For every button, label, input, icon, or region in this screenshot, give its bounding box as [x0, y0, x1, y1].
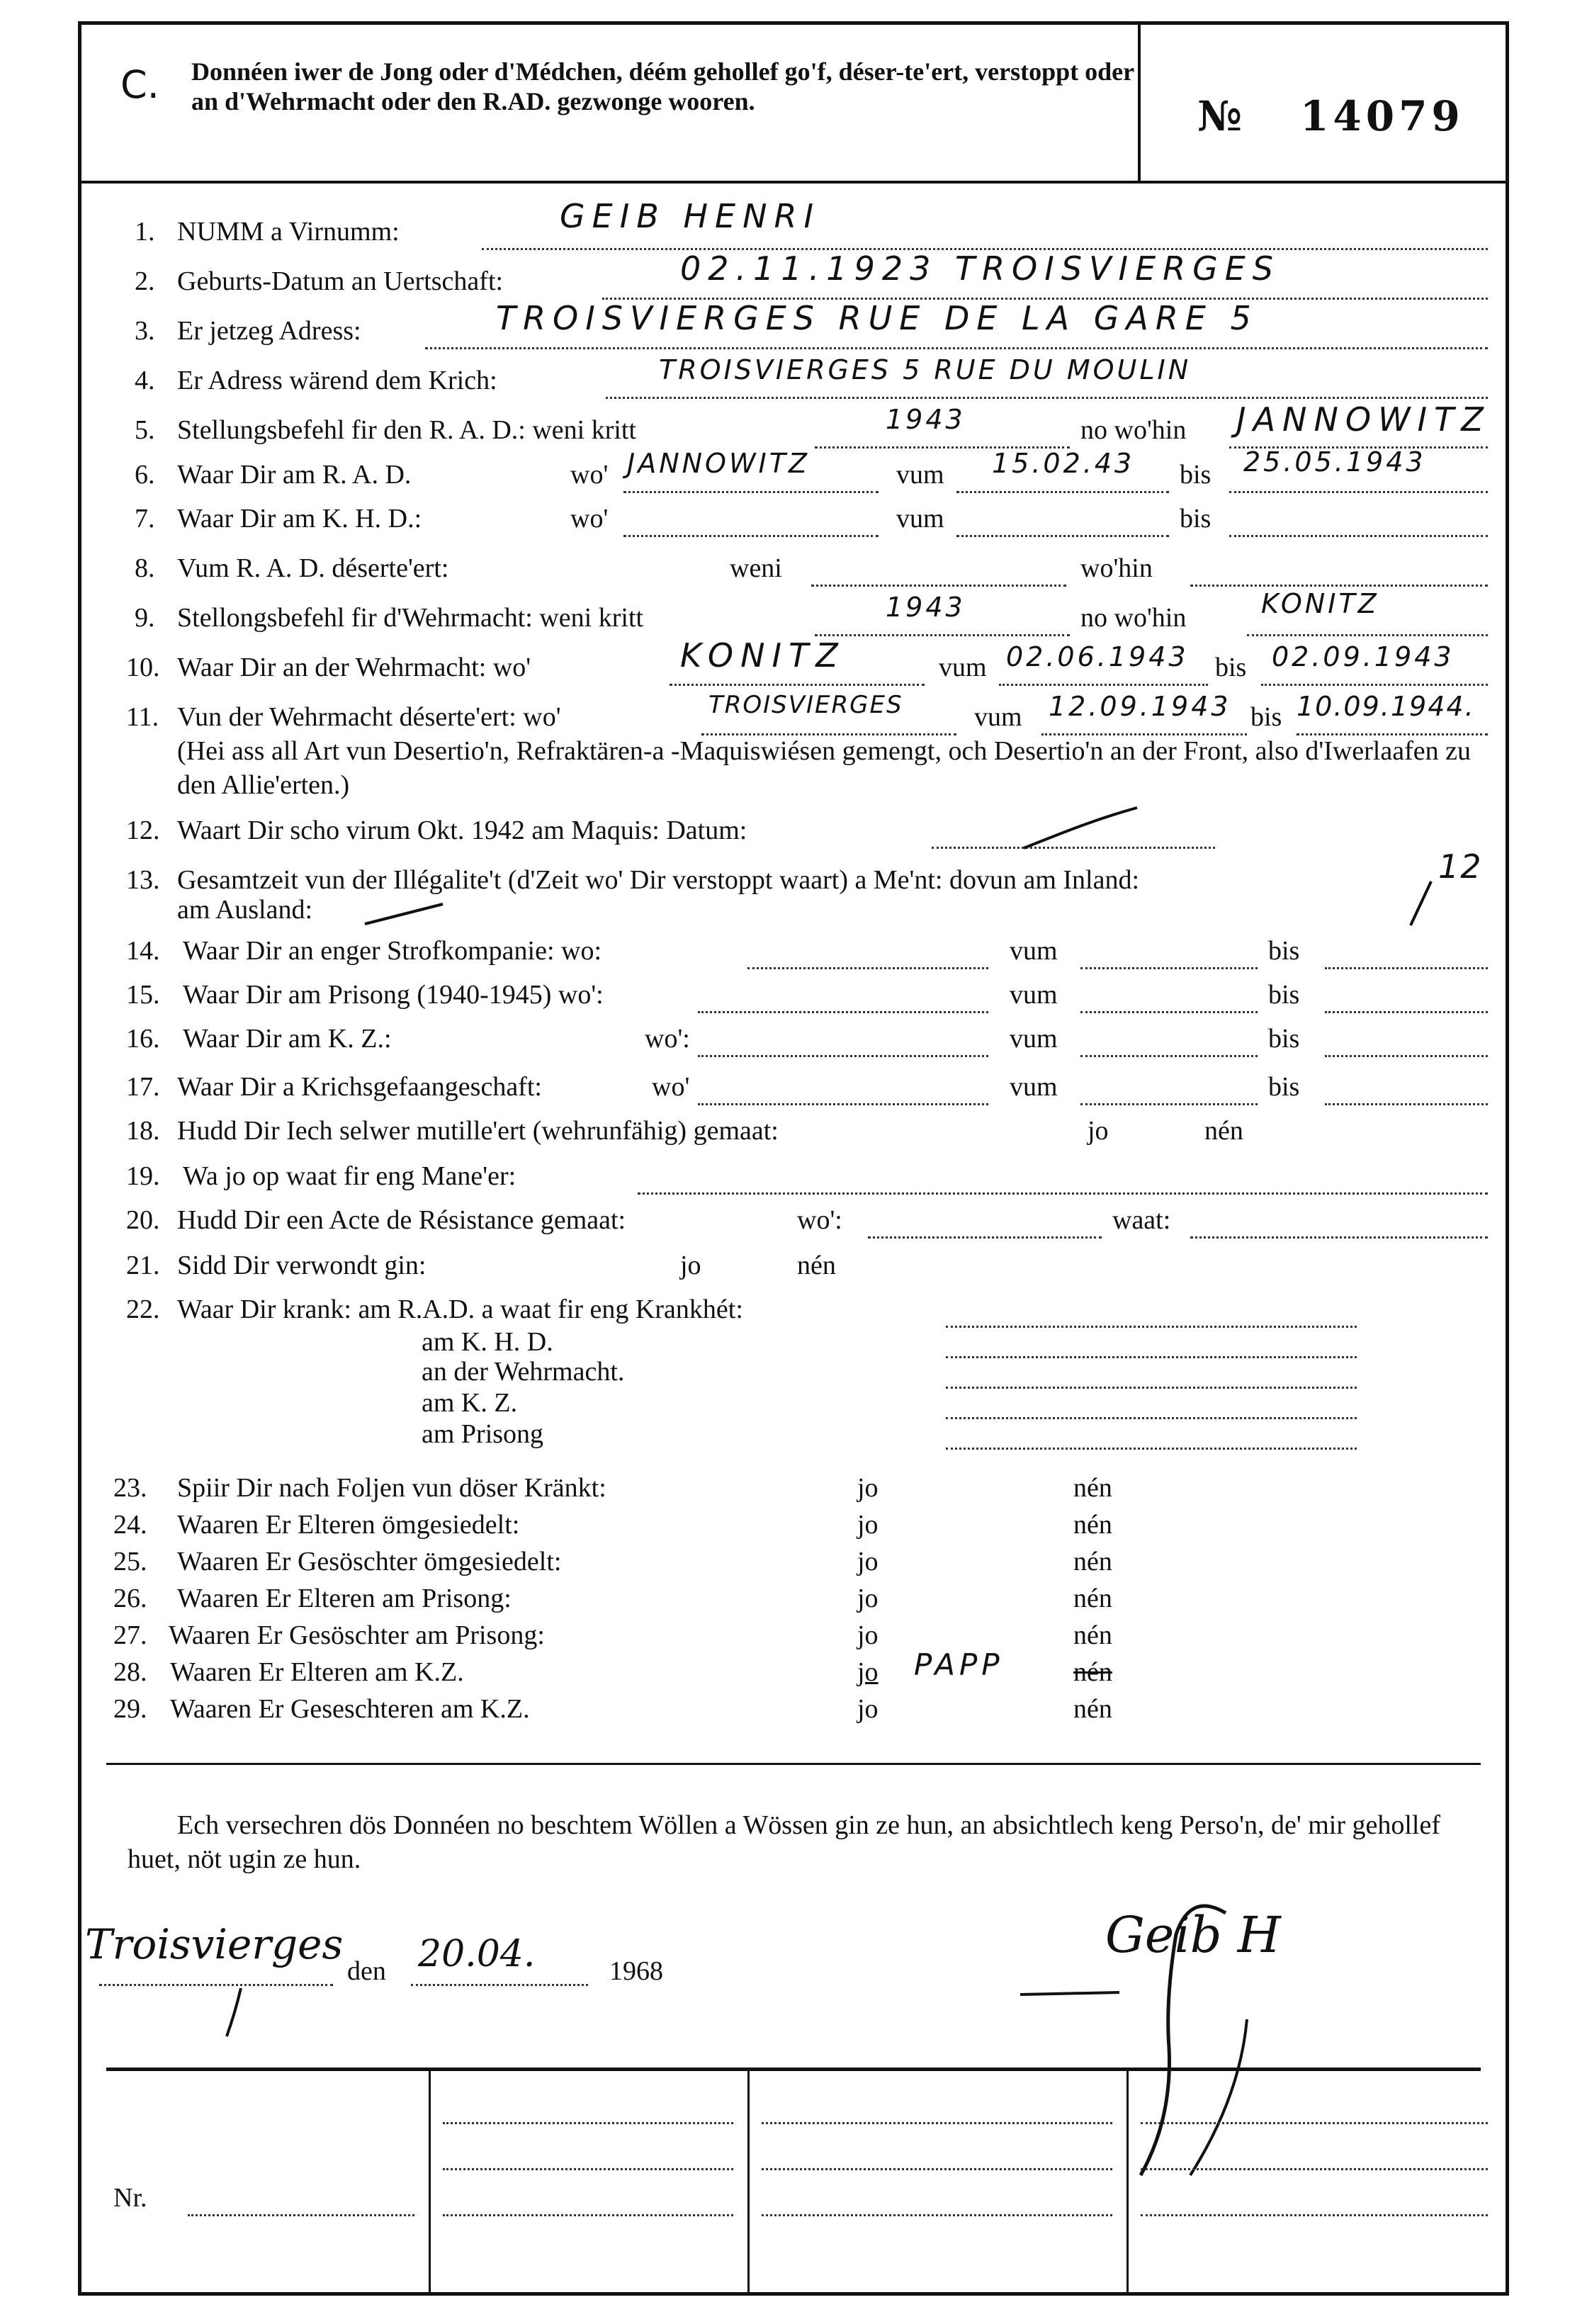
field-label-illegality: Gesamtzeit vun der Illégalite't (d'Zeit wo' Dir verstoppt waart) a Me'nt: dovun am Inland: [177, 865, 1140, 895]
option-nen: nén [1073, 1473, 1112, 1503]
label-den: den [347, 1956, 386, 1986]
dotted-line [1325, 967, 1488, 969]
value-war-address: TROISVIERGES 5 RUE DU MOULIN [659, 354, 1192, 385]
field-label-kz: Waar Dir am K. Z.: [183, 1024, 392, 1054]
label-vum: vum [1010, 980, 1058, 1010]
value-rad-wo: JANNOWITZ [627, 448, 810, 479]
header-title: Donnéen iwer de Jong oder d'Médchen, déém gehollef go'f, déser-te'ert, verstoppt oder an d'Wehrmacht oder den R.AD. gezwonge wooren. [191, 57, 1134, 115]
dotted-line [443, 2168, 733, 2170]
signature: Geib H [1105, 1906, 1281, 1964]
label-wo: wo' [652, 1072, 690, 1102]
signature-date: 20.04. [418, 1933, 536, 1975]
value-address: TROISVIERGES RUE DE LA GARE 5 [496, 299, 1258, 337]
dotted-line [868, 1236, 1102, 1239]
field-num: 3. [135, 316, 155, 346]
label-bis: bis [1268, 980, 1300, 1010]
value-rad-when: 1943 [886, 404, 966, 435]
footer-divider [747, 2069, 750, 2296]
option-jo: jo [857, 1547, 879, 1576]
value-inland: 12 [1438, 847, 1483, 886]
header-rule [78, 181, 1509, 184]
dotted-line [946, 1387, 1357, 1389]
dotted-line [1080, 1011, 1258, 1013]
value-wm-where: KONITZ [1261, 588, 1379, 619]
dotted-line [946, 1356, 1357, 1358]
value-wm-wo: KONITZ [680, 636, 845, 675]
value-birth: 02.11.1923 TROISVIERGES [680, 249, 1281, 288]
option-jo: jo [680, 1251, 701, 1280]
desertion-note: (Hei ass all Art vun Desertio'n, Refraktären-a -Maquiswiésen gemengt, och Desertio'n an der Front, also d'Iwerlaafen zu den Allie'erten.) [177, 736, 1471, 800]
option-nen: nén [797, 1251, 836, 1280]
label-bis: bis [1268, 1024, 1300, 1054]
field-num: 6. [135, 460, 155, 490]
dotted-line [1247, 634, 1488, 636]
dotted-line [762, 2122, 1112, 2124]
option-nen: nén [1073, 1510, 1112, 1540]
label-vum: vum [974, 702, 1022, 732]
option-jo: jo [857, 1473, 879, 1503]
dotted-line [1141, 2214, 1488, 2216]
label-where: no wo'hin [1080, 603, 1187, 633]
dotted-line [1141, 2168, 1488, 2170]
sick-sub-prison: am Prisong [422, 1419, 544, 1449]
field-label-parents-kz: Waaren Er Elteren am K.Z. [170, 1657, 464, 1687]
option-jo: jo [1088, 1116, 1109, 1146]
field-num: 15. [126, 980, 160, 1010]
field-label-parents-prison: Waaren Er Elteren am Prisong: [177, 1584, 512, 1613]
dotted-line [1325, 1055, 1488, 1057]
field-label-maquis: Waart Dir scho virum Okt. 1942 am Maquis: Datum: [177, 816, 747, 845]
field-num: 8. [135, 553, 155, 583]
dotted-line [698, 1011, 988, 1013]
value-name: GEIB HENRI [560, 197, 821, 235]
dotted-line [623, 535, 879, 537]
field-num: 24. [113, 1510, 147, 1540]
field-num: 1. [135, 217, 155, 247]
field-label-siblings-prison: Waaren Er Gesöschter am Prisong: [169, 1620, 545, 1650]
label-bis: bis [1250, 702, 1282, 732]
field-label-mutilation: Hudd Dir Iech selwer mutille'ert (wehrunfähig) gemaat: [177, 1116, 779, 1146]
option-jo: jo [857, 1620, 879, 1650]
dotted-line [999, 684, 1208, 686]
value-parents-kz: PAPP [914, 1647, 1004, 1682]
dotted-line [811, 585, 1066, 587]
dotted-line [1261, 684, 1488, 686]
field-label-wehrmacht-order: Stellongsbefehl fir d'Wehrmacht: weni kritt [177, 603, 644, 633]
label-bis: bis [1268, 1072, 1300, 1102]
dotted-line [698, 1055, 988, 1057]
field-label-abroad: am Ausland: [177, 895, 313, 925]
field-label-punishment: Waar Dir an enger Strofkompanie: wo: [183, 936, 602, 966]
dotted-line [638, 1192, 1488, 1195]
footer-divider [1126, 2069, 1129, 2296]
field-label-prison: Waar Dir am Prisong (1940-1945) wo': [183, 980, 604, 1010]
dotted-line [698, 1103, 988, 1105]
label-wohin: wo'hin [1080, 553, 1153, 583]
option-nen: nén [1073, 1620, 1112, 1650]
label-vum: vum [1010, 1072, 1058, 1102]
section-rule [106, 1763, 1481, 1765]
field-num: 19. [126, 1161, 160, 1191]
field-label-rad-order: Stellungsbefehl fir den R. A. D.: weni kritt [177, 415, 637, 445]
field-label-consequences: Spiir Dir nach Foljen vun döser Kränkt: [177, 1473, 606, 1503]
value-wm-vum: 02.06.1943 [1006, 641, 1189, 672]
label-wo: wo' [570, 504, 609, 534]
dotted-line [425, 347, 1488, 349]
field-num: 17. [126, 1072, 160, 1102]
dotted-line [606, 397, 1488, 399]
strike-mark [1020, 804, 1141, 854]
field-num: 28. [113, 1657, 147, 1687]
field-label-pow: Waar Dir a Krichsgefaangeschaft: [177, 1072, 542, 1102]
value-rad-where: JANNOWITZ [1236, 400, 1491, 439]
field-label-war-address: Er Adress wärend dem Krich: [177, 366, 497, 395]
dotted-line [443, 2122, 733, 2124]
signature-place: Troisvierges [85, 1920, 344, 1968]
dotted-line [946, 1448, 1357, 1450]
label-vum: vum [1010, 936, 1058, 966]
dotted-line [762, 2168, 1112, 2170]
field-num: 4. [135, 366, 155, 395]
field-num: 20. [126, 1205, 160, 1235]
strike-mark [361, 900, 446, 928]
dotted-line [1229, 491, 1488, 493]
label-where: no wo'hin [1080, 415, 1187, 445]
dotted-line [956, 491, 1169, 493]
value-wm-when: 1943 [886, 592, 966, 623]
field-num: 7. [135, 504, 155, 534]
field-label-siblings-resettled: Waaren Er Gesöschter ömgesiedelt: [177, 1547, 562, 1576]
number-sign: № [1197, 92, 1247, 140]
field-label-wounded: Sidd Dir verwondt gin: [177, 1251, 427, 1280]
sick-sub-kz: am K. Z. [422, 1388, 518, 1418]
field-label-wehrmacht: Waar Dir an der Wehrmacht: wo' [177, 653, 531, 682]
dotted-line [188, 2214, 414, 2216]
field-num: 16. [126, 1024, 160, 1054]
dotted-line [1190, 585, 1488, 587]
option-nen-struck: nén [1073, 1657, 1112, 1687]
field-num: 29. [113, 1694, 147, 1724]
field-num: 5. [135, 415, 155, 445]
dotted-line [956, 535, 1169, 537]
dotted-line [946, 1326, 1357, 1328]
option-jo: jo [857, 1584, 879, 1613]
field-num: 14. [126, 936, 160, 966]
field-label-how: Wa jo op waat fir eng Mane'er: [183, 1161, 516, 1191]
label-vum: vum [896, 460, 944, 490]
field-label-desertion: Vun der Wehrmacht déserte'ert: wo' [177, 702, 561, 732]
dotted-line [762, 2214, 1112, 2216]
tick-mark [1406, 879, 1435, 928]
label-bis: bis [1180, 460, 1212, 490]
pen-stroke [220, 1984, 248, 2041]
field-label-name: NUMM a Virnumm: [177, 217, 400, 247]
footer-nr-label: Nr. [113, 2183, 147, 2213]
label-vum: vum [939, 653, 987, 682]
option-nen: nén [1073, 1694, 1112, 1724]
field-label-birth: Geburts-Datum an Uertschaft: [177, 266, 504, 296]
value-desert-vum: 12.09.1943 [1049, 691, 1231, 722]
value-wm-bis: 02.09.1943 [1272, 641, 1455, 672]
label-wo: wo': [797, 1205, 842, 1235]
option-jo-selected: jo [857, 1657, 879, 1687]
value-desert-bis: 10.09.1944. [1297, 691, 1475, 722]
signature-year: 1968 [609, 1956, 663, 1986]
field-label-siblings-kz: Waaren Er Geseschteren am K.Z. [170, 1694, 530, 1724]
dotted-line [815, 634, 1070, 636]
field-label-parents-resettled: Waaren Er Elteren ömgesiedelt: [177, 1510, 520, 1540]
field-num: 2. [135, 266, 155, 296]
dotted-line [99, 1984, 333, 1986]
option-jo: jo [857, 1510, 879, 1540]
option-jo: jo [857, 1694, 879, 1724]
dotted-line [411, 1984, 588, 1986]
dotted-line [1325, 1103, 1488, 1105]
label-wo: wo': [645, 1024, 690, 1054]
field-num: 13. [126, 865, 160, 895]
field-label-rad-desert: Vum R. A. D. déserte'ert: [177, 553, 449, 583]
label-vum: vum [896, 504, 944, 534]
dotted-line [623, 491, 879, 493]
dotted-line [1190, 1236, 1488, 1239]
field-num: 26. [113, 1584, 147, 1613]
dotted-line [1080, 967, 1258, 969]
dotted-line [1080, 1103, 1258, 1105]
label-bis: bis [1180, 504, 1212, 534]
option-nen: nén [1204, 1116, 1243, 1146]
field-num: 18. [126, 1116, 160, 1146]
label-bis: bis [1268, 936, 1300, 966]
sick-sub-wehrmacht: an der Wehrmacht. [422, 1357, 625, 1387]
field-num: 27. [113, 1620, 147, 1650]
option-nen: nén [1073, 1547, 1112, 1576]
field-label-sick: Waar Dir krank: am R.A.D. a waat fir eng Krankhét: [177, 1294, 743, 1324]
dotted-line [443, 2214, 733, 2216]
dotted-line [1229, 535, 1488, 537]
footer-divider [429, 2069, 431, 2296]
field-num: 21. [126, 1251, 160, 1280]
label-weni: weni [730, 553, 782, 583]
declaration-text: Ech versechren dös Donnéen no beschtem Wöllen a Wössen gin ze hun, an absichtlech keng Perso'n, de' mir gehollef huet, nöt ugin ze hun. [128, 1810, 1440, 1874]
dotted-line [747, 967, 988, 969]
dotted-line [1080, 1055, 1258, 1057]
dotted-line [1325, 1011, 1488, 1013]
field-num: 12. [126, 816, 160, 845]
value-rad-vum: 15.02.43 [992, 448, 1135, 479]
value-desert-wo: TROISVIERGES [708, 691, 903, 719]
form-number: 14079 [1300, 92, 1464, 140]
field-label-address: Er jetzeg Adress: [177, 316, 361, 346]
label-wo: wo' [570, 460, 609, 490]
field-num: 22. [126, 1294, 160, 1324]
option-nen: nén [1073, 1584, 1112, 1613]
field-label-khd: Waar Dir am K. H. D.: [177, 504, 422, 534]
field-num: 11. [126, 702, 159, 732]
dotted-line [670, 684, 925, 686]
field-num: 10. [126, 653, 160, 682]
label-waat: waat: [1112, 1205, 1171, 1235]
dotted-line [946, 1417, 1357, 1419]
field-num: 25. [113, 1547, 147, 1576]
section-letter: C. [120, 62, 159, 107]
field-num: 9. [135, 603, 155, 633]
header-divider [1138, 25, 1141, 182]
sick-sub-khd: am K. H. D. [422, 1327, 553, 1357]
label-bis: bis [1215, 653, 1247, 682]
field-label-resistance: Hudd Dir een Acte de Résistance gemaat: [177, 1205, 626, 1235]
value-rad-bis: 25.05.1943 [1243, 446, 1426, 478]
footer-rule [106, 2068, 1481, 2071]
signature-strokes [1013, 1885, 1353, 2189]
field-label-rad: Waar Dir am R. A. D. [177, 460, 412, 490]
dotted-line [1141, 2122, 1488, 2124]
field-num: 23. [113, 1473, 147, 1503]
label-vum: vum [1010, 1024, 1058, 1054]
